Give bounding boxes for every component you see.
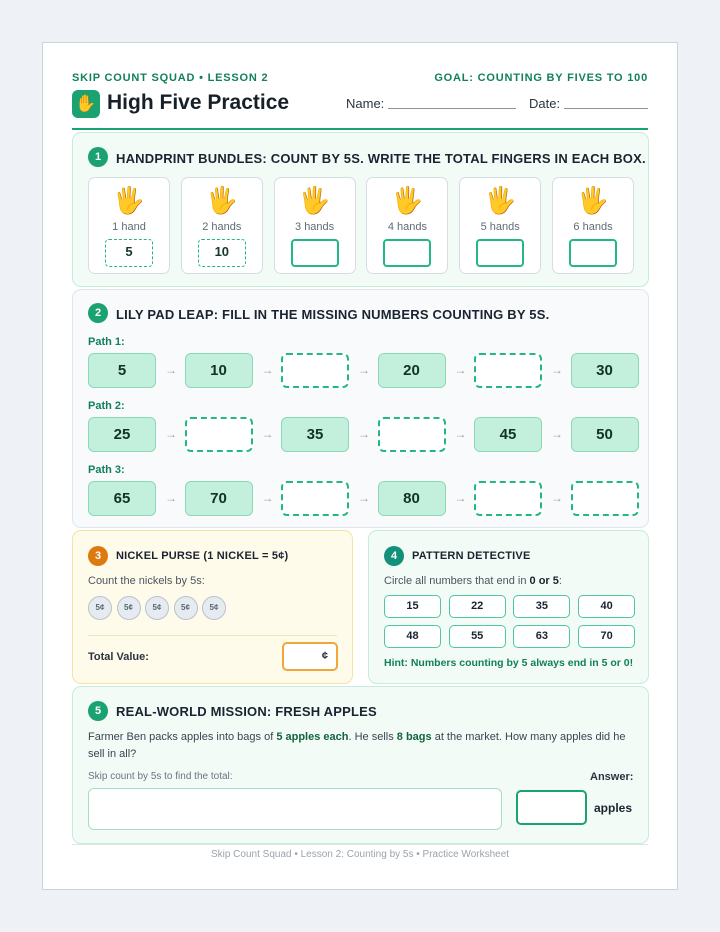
story-text: Farmer Ben packs apples into bags of bbox=[88, 731, 277, 743]
fingers-answer-box[interactable] bbox=[569, 239, 617, 267]
hand-card bbox=[88, 177, 170, 274]
section-handprint-bundles bbox=[72, 132, 649, 287]
hand-count-label: 6 hands bbox=[573, 221, 613, 233]
lily-pad: 35 bbox=[281, 417, 349, 452]
cent-sign: ¢ bbox=[321, 650, 328, 662]
lily-pad[interactable] bbox=[474, 481, 542, 516]
nickel-coin-icon: 5¢ bbox=[174, 596, 198, 620]
pattern-number[interactable]: 55 bbox=[449, 625, 506, 648]
lily-pad: 50 bbox=[571, 417, 639, 452]
section-number: 3 bbox=[88, 546, 108, 566]
footer-text: Skip Count Squad • Lesson 2: Counting by 5s • Practice Worksheet bbox=[210, 849, 510, 860]
path-label: Path 3: bbox=[88, 464, 125, 476]
hand-card bbox=[274, 177, 356, 274]
pattern-number[interactable]: 48 bbox=[384, 625, 441, 648]
raised-hand-icon: 🖐 bbox=[484, 185, 517, 215]
hand-count-label: 4 hands bbox=[387, 221, 427, 233]
lily-pad: 80 bbox=[378, 481, 446, 516]
divider bbox=[88, 635, 337, 636]
nickel-coin-icon: 5¢ bbox=[145, 596, 169, 620]
instruction-text: Circle all numbers that end in bbox=[384, 575, 530, 587]
name-label: Name: bbox=[346, 96, 385, 111]
instruction-suffix: : bbox=[558, 575, 562, 587]
lily-pad: 20 bbox=[378, 353, 446, 388]
coin-instruction: Count the nickels by 5s: bbox=[88, 575, 205, 587]
apple-story bbox=[88, 729, 633, 763]
section-lily-pad-leap bbox=[72, 289, 649, 528]
fingers-answer-box[interactable] bbox=[476, 239, 524, 267]
raised-hand-icon: 🖐 bbox=[298, 185, 331, 215]
pattern-number[interactable]: 15 bbox=[384, 595, 441, 618]
story-bold: 8 bags bbox=[396, 731, 432, 743]
fingers-answer-box[interactable] bbox=[291, 239, 339, 267]
arrow-right-icon: → bbox=[358, 491, 370, 505]
raised-hand-icon: 🖐 bbox=[576, 185, 610, 215]
fingers-answer-box[interactable]: 5 bbox=[105, 239, 153, 267]
arrow-right-icon: → bbox=[454, 491, 467, 505]
hand-count-label: 2 hands bbox=[202, 221, 242, 233]
answer-input[interactable] bbox=[516, 790, 587, 825]
lily-pad[interactable] bbox=[185, 417, 253, 452]
lily-pad[interactable] bbox=[474, 353, 542, 388]
arrow-right-icon: → bbox=[551, 427, 563, 441]
story-text: . He sells bbox=[348, 731, 397, 743]
lily-pad: 70 bbox=[185, 481, 253, 516]
section-fresh-apples bbox=[72, 686, 649, 844]
hand-card bbox=[459, 177, 541, 274]
pattern-number[interactable]: 63 bbox=[513, 625, 570, 648]
pattern-number[interactable]: 35 bbox=[513, 595, 570, 618]
lily-pad[interactable] bbox=[281, 481, 349, 516]
goal-label: GOAL: COUNTING BY FIVES TO 100 bbox=[434, 72, 648, 84]
hand-count-label: 3 hands bbox=[295, 221, 335, 233]
footer-rule bbox=[72, 844, 648, 845]
hand-logo-icon: ✋ bbox=[72, 90, 100, 118]
raised-hand-icon: 🖐 bbox=[391, 185, 424, 215]
arrow-right-icon: → bbox=[261, 427, 274, 441]
lily-pad[interactable] bbox=[378, 417, 446, 452]
nickel-coin-icon: 5¢ bbox=[117, 596, 141, 620]
hand-card bbox=[181, 177, 263, 274]
worksheet-page bbox=[42, 42, 678, 890]
pattern-hint: Hint: Numbers counting by 5 always end in 5 or 0! bbox=[384, 657, 634, 669]
arrow-right-icon: → bbox=[165, 427, 177, 441]
section-number: 2 bbox=[88, 303, 108, 323]
title-row bbox=[72, 90, 648, 130]
answer-label: Answer: bbox=[590, 771, 634, 783]
lily-pad: 5 bbox=[88, 353, 156, 388]
pattern-number[interactable]: 40 bbox=[578, 595, 635, 618]
top-bar bbox=[72, 72, 648, 84]
lily-pad: 10 bbox=[185, 353, 253, 388]
fingers-answer-box[interactable]: 10 bbox=[198, 239, 246, 267]
arrow-right-icon: → bbox=[261, 363, 274, 377]
lily-pad: 25 bbox=[88, 417, 156, 452]
arrow-right-icon: → bbox=[454, 427, 467, 441]
arrow-right-icon: → bbox=[551, 491, 563, 505]
hand-count-label: 1 hand bbox=[112, 221, 146, 233]
raised-hand-icon: 🖐 bbox=[205, 185, 238, 215]
date-field[interactable] bbox=[564, 108, 648, 109]
arrow-right-icon: → bbox=[165, 363, 177, 377]
arrow-right-icon: → bbox=[261, 491, 274, 505]
fingers-answer-box[interactable] bbox=[383, 239, 431, 267]
hand-card bbox=[366, 177, 448, 274]
path-label: Path 1: bbox=[88, 336, 125, 348]
instruction-bold: 0 or 5 bbox=[529, 575, 559, 587]
story-bold: 5 apples each bbox=[276, 731, 349, 743]
lily-pad[interactable] bbox=[281, 353, 349, 388]
lily-pad: 30 bbox=[571, 353, 639, 388]
work-area[interactable] bbox=[88, 788, 502, 830]
pattern-number[interactable]: 22 bbox=[449, 595, 506, 618]
arrow-right-icon: → bbox=[165, 491, 177, 505]
section-title: REAL-WORLD MISSION: FRESH APPLES bbox=[116, 704, 377, 719]
hand-card bbox=[552, 177, 634, 274]
nickel-coin-icon: 5¢ bbox=[88, 596, 112, 620]
lily-pad: 45 bbox=[474, 417, 542, 452]
arrow-right-icon: → bbox=[358, 363, 370, 377]
nickel-coin-icon: 5¢ bbox=[202, 596, 226, 620]
section-title: LILY PAD LEAP: FILL IN THE MISSING NUMBERS COUNTING BY 5S. bbox=[116, 307, 550, 322]
hand-count-label: 5 hands bbox=[480, 221, 520, 233]
section-title: PATTERN DETECTIVE bbox=[412, 550, 531, 562]
answer-unit: apples bbox=[594, 801, 633, 815]
section-nickel-purse bbox=[72, 530, 353, 684]
total-value-input[interactable] bbox=[282, 642, 338, 671]
page-title: High Five Practice bbox=[107, 91, 290, 114]
name-field[interactable] bbox=[388, 108, 516, 109]
section-title: NICKEL PURSE (1 NICKEL = 5¢) bbox=[116, 550, 289, 562]
work-label: Skip count by 5s to find the total: bbox=[88, 771, 233, 782]
arrow-right-icon: → bbox=[454, 363, 467, 377]
story-text: at the market. How many apples did he sell in all? bbox=[88, 731, 626, 760]
date-label: Date: bbox=[529, 96, 561, 111]
pattern-number[interactable]: 70 bbox=[578, 625, 635, 648]
section-number: 4 bbox=[384, 546, 404, 566]
lily-pad: 65 bbox=[88, 481, 156, 516]
series-label: SKIP COUNT SQUAD • LESSON 2 bbox=[72, 72, 269, 84]
path-label: Path 2: bbox=[88, 400, 125, 412]
section-number: 1 bbox=[88, 147, 108, 167]
section-pattern-detective bbox=[368, 530, 649, 684]
total-value-label: Total Value: bbox=[88, 651, 149, 663]
section-title: HANDPRINT BUNDLES: COUNT BY 5S. WRITE THE TOTAL FINGERS IN EACH BOX. bbox=[116, 151, 646, 166]
arrow-right-icon: → bbox=[358, 427, 370, 441]
lily-pad[interactable] bbox=[571, 481, 639, 516]
section-number: 5 bbox=[88, 701, 108, 721]
raised-hand-icon: 🖐 bbox=[112, 185, 146, 215]
arrow-right-icon: → bbox=[551, 363, 563, 377]
pattern-instruction bbox=[384, 575, 562, 587]
